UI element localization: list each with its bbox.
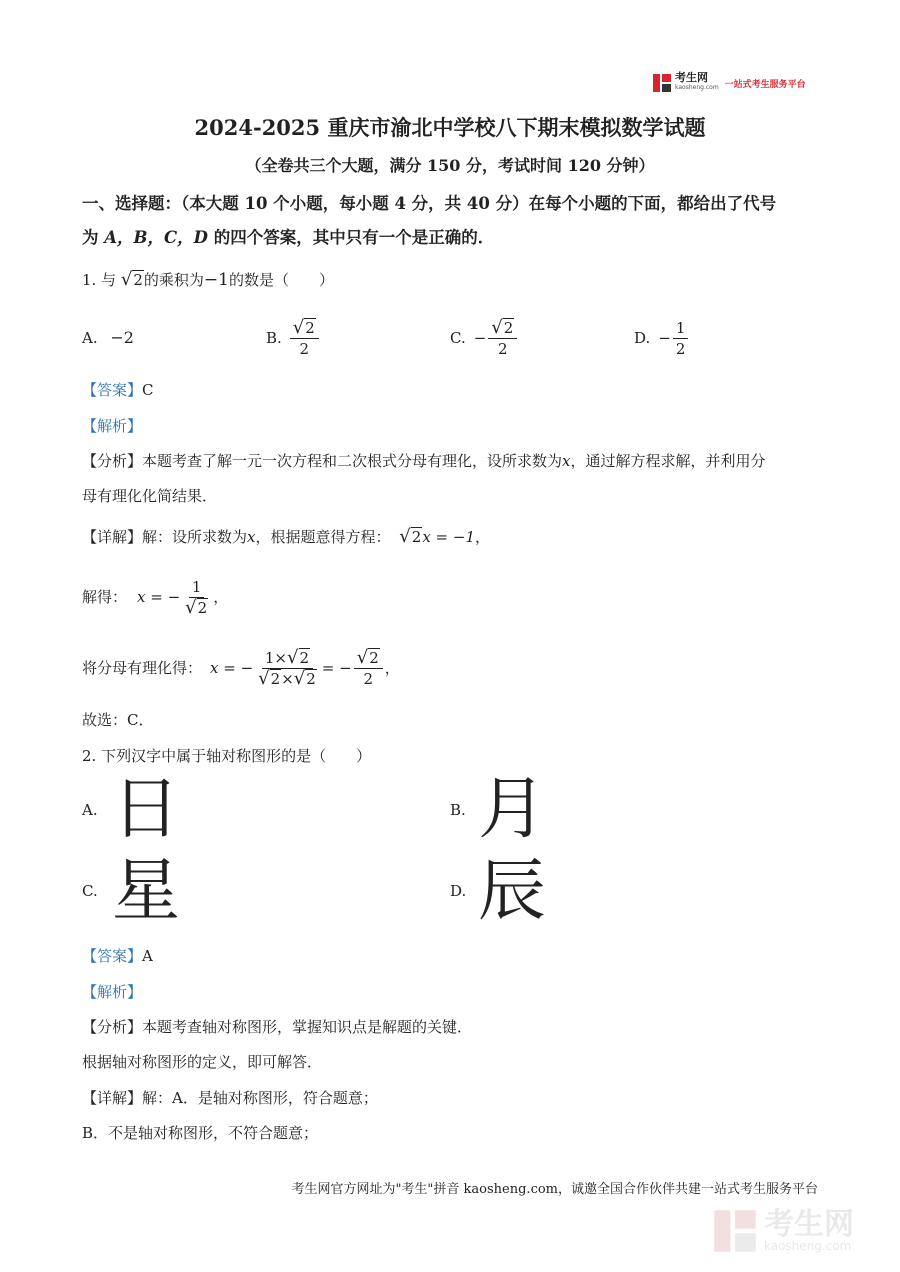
q2-answer-tag: 【答案】 — [82, 947, 143, 965]
q1-stem-a: 1. 与 — [82, 271, 117, 289]
q1-detail-var: x — [247, 528, 256, 546]
q1-fenxi-line2: 母有理化化简结果． — [82, 487, 218, 505]
q2-opt-c-label: C. — [82, 882, 98, 900]
q2-opt-d-char: 辰 — [478, 852, 547, 931]
q1-rational-eq: = − — [321, 659, 352, 677]
q1-option-b: B. $\frac{√2}{2}$ — [266, 314, 321, 362]
q2-opt-a-label: A. — [82, 801, 98, 819]
q1-detail-comma: ， — [475, 528, 491, 546]
q1-solve-lhs: x = − — [137, 588, 181, 606]
q1-option-a — [82, 328, 134, 348]
q1-solve-line: 解得： x = − $\frac{1}{√2}$ ， — [82, 577, 229, 618]
q1-stem-val: −1 — [203, 270, 229, 290]
q2-analysis-tag: 【解析】 — [82, 983, 143, 1001]
q1-opt-d-num: 1 — [673, 319, 689, 339]
q1-rational-num-a: 1× — [264, 648, 288, 667]
q1-opt-b-label: B. — [266, 329, 282, 347]
q1-detail-eq-rest: x = −1 — [422, 528, 476, 546]
q1-opt-b-num: 2 — [305, 318, 315, 337]
page-subtitle: （全卷共三个大题，满分 150 分，考试时间 120 分钟） — [245, 156, 655, 175]
q1-stem-b: 的乘积为 — [143, 271, 204, 289]
q1-detail-line: 【详解】解：设所求数为x，根据题意得方程： √2x = −1， — [82, 526, 491, 547]
q1-solve-comma: ， — [213, 588, 229, 606]
q2-fenxi-text: 本题考查轴对称图形，掌握知识点是解题的关键． — [142, 1018, 473, 1036]
q1-fenxi-tag: 【分析】 — [82, 452, 143, 470]
heading-suffix: 的四个答案，其中只有一个是正确的． — [207, 228, 495, 247]
page-title: 2024-2025 重庆市渝北中学校八下期末模拟数学试题 — [194, 115, 706, 140]
kaosheng-logo-icon — [652, 73, 672, 93]
q1-stem-c: 的数是（ ） — [228, 271, 334, 289]
logo-text: 考生网 — [675, 71, 708, 84]
q1-answer-tag: 【答案】 — [82, 381, 143, 399]
q1-detail-eq-radicand: 2 — [411, 528, 422, 546]
q1-rational-res-den: 2 — [363, 669, 373, 688]
q2-fenxi — [82, 1017, 472, 1037]
q2-opt-a-char: 日 — [112, 770, 181, 849]
q2-line2: 根据轴对称图形的定义，即可解答． — [82, 1053, 323, 1071]
q1-answer — [82, 380, 154, 400]
q2-opt-b-label: B. — [450, 801, 466, 819]
q1-opt-a-label: A. — [82, 329, 98, 347]
q1-answer-value: C — [142, 381, 154, 399]
q1-opt-c-minus: − — [473, 329, 487, 347]
watermark-logo-icon — [712, 1208, 758, 1254]
q2-detail-text: 解：A．是轴对称图形，符合题意； — [142, 1089, 378, 1107]
header-logo — [652, 72, 806, 94]
q1-detail-2: ，根据题意得方程： — [255, 528, 391, 546]
q1-rational-label: 将分母有理化得： — [82, 659, 203, 677]
q1-opt-d-minus: − — [658, 329, 671, 347]
q2-opt-b-char: 月 — [478, 770, 547, 849]
q2-answer — [82, 946, 153, 966]
q1-stem-radicand: 2 — [133, 271, 143, 289]
q2-stem: 2. 下列汉字中属于轴对称图形的是（ ） — [82, 747, 372, 765]
q1-fenxi-2: ，通过解方程求解，并利用分 — [570, 452, 766, 470]
q2-fenxi-tag: 【分析】 — [82, 1018, 143, 1036]
q1-choose: 故选：C． — [82, 711, 154, 729]
q2-detail-tag: 【详解】 — [82, 1089, 143, 1107]
q1-detail-1: 解：设所求数为 — [142, 528, 248, 546]
q1-stem — [82, 270, 334, 290]
q1-opt-a-value: −2 — [110, 328, 134, 347]
section-heading-line1: 一、选择题：（本大题 10 个小题，每小题 4 分，共 40 分）在每个小题的下面，都给出了代号 — [82, 194, 777, 213]
q1-rational-comma: ， — [384, 659, 400, 677]
q1-opt-b-den: 2 — [299, 339, 310, 358]
q1-rational-den-b: 2 — [306, 669, 316, 688]
q1-opt-c-num: 2 — [503, 318, 514, 337]
q2-detail — [82, 1088, 378, 1108]
footer-watermark — [712, 1208, 854, 1254]
q2-opt-d-label: D. — [450, 882, 467, 900]
logo-sub: kaosheng.com — [675, 84, 719, 91]
q1-rational-res-num: 2 — [369, 648, 379, 667]
q1-rational-lhs: x = − — [210, 659, 254, 677]
q1-solve-num: 1 — [189, 578, 205, 598]
q1-rational-line: 将分母有理化得： x = − $\frac{1\times√2}{√2\times√2}$ = − $\frac{√2}{2}$ ， — [82, 646, 400, 689]
q1-option-d — [634, 314, 690, 362]
q1-fenxi-line1 — [82, 451, 766, 471]
q2-line-b: B．不是轴对称图形，不符合题意； — [82, 1124, 319, 1142]
q1-rational-num-radicand: 2 — [299, 648, 310, 667]
q1-opt-c-den: 2 — [498, 339, 508, 358]
q1-fenxi-var: x — [562, 452, 571, 470]
footer-text: 考生网官方网址为"考生"拼音 kaosheng.com，诚邀全国合作伙伴共建一站式考生服务平台 — [291, 1182, 818, 1197]
q1-rational-den-times: × — [281, 669, 294, 688]
header-slogan: 一站式考生服务平台 — [724, 79, 806, 90]
heading-letters: A，B，C，D — [104, 228, 208, 247]
watermark-sub: kaosheng.com — [764, 1239, 852, 1253]
q1-fenxi-1: 本题考查了解一元一次方程和二次根式分母有理化，设所求数为 — [142, 452, 563, 470]
q1-stem-sqrt: √2 — [120, 269, 143, 290]
watermark-text: 考生网 — [764, 1207, 854, 1242]
q2-opt-c-char: 星 — [112, 852, 181, 931]
q1-opt-d-den: 2 — [675, 339, 686, 358]
q1-solve-label: 解得： — [82, 588, 128, 606]
q1-detail-tag: 【详解】 — [82, 528, 143, 546]
q1-analysis-tag: 【解析】 — [82, 417, 143, 435]
q1-rational-den-a: 2 — [270, 669, 281, 688]
q1-option-c: C. − $\frac{√2}{2}$ — [450, 314, 519, 362]
section-heading-line2 — [82, 226, 494, 250]
q1-opt-c-label: C. — [450, 329, 466, 347]
heading-prefix: 为 — [82, 228, 105, 247]
q2-answer-value: A — [142, 947, 153, 965]
q1-solve-den-radicand: 2 — [197, 598, 208, 617]
q1-opt-d-label: D. — [634, 329, 651, 347]
